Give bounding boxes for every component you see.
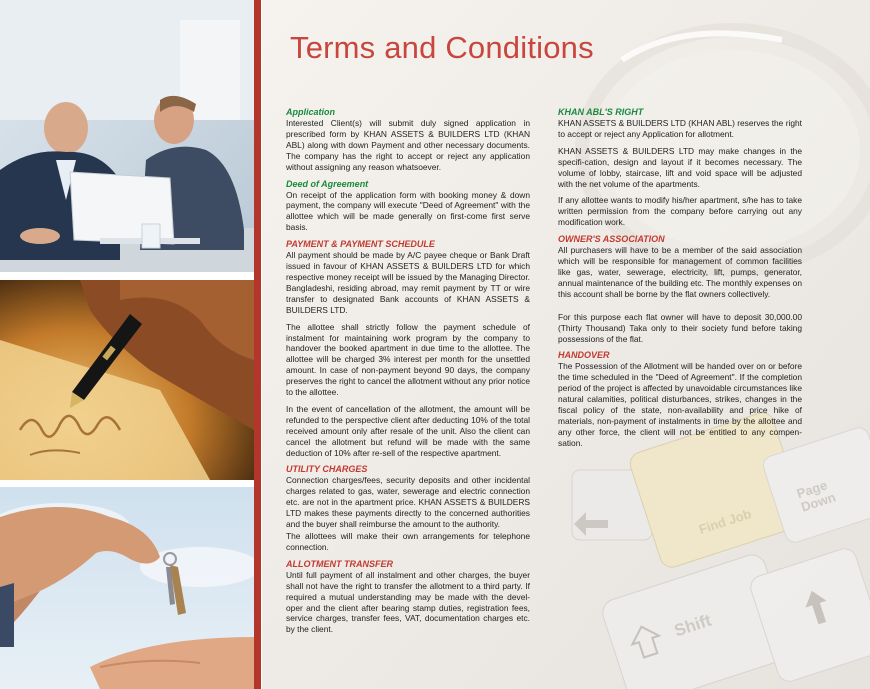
section-paragraph: Interested Client(s) will submit duly signed application in prescribed form by KHAN ASSETS & BUILDERS LTD (KHAN ABL) along with down Payment and other necessary documents. The company has the right to accept or reject any application without assigning any reason whatsoever.	[286, 118, 530, 172]
business-meeting-photo	[0, 0, 254, 272]
section-paragraph: For this purpose each flat owner will have to deposit 30,000.00 (Thirty Thousand) Taka only to their society fund before taking possessions of the flat.	[558, 311, 802, 344]
section-paragraph: The Possession of the Allotment will be handed over on or before the time scheduled in the "Deed of Agreement". If the completion period of the project is affected by unavoidable circumstances like natural calamities, political disturbances, strikes, changes in the fiscal policy of the state, non-availability and price hike of materials, non-payment of instalments in time by the allottee and any other force, the client will not be entitled to any compen-sation.	[558, 361, 802, 448]
left-text-column	[286, 106, 530, 641]
section-paragraph: All purchasers will have to be a member of the said association which will be responsible for management of common facilities like gas, water, sewerage, electricity, lift, pumps, generator, annual maintenance of the building etc. The monthly expenses on this account shall be borne by the flat owners collectively.	[558, 245, 802, 299]
section-handover	[558, 350, 802, 448]
section-utility-charges	[286, 464, 530, 552]
section-paragraph: On receipt of the application form with booking money & down payment, the company will execute "Deed of Agreement" with the allottee which will be made generally on first-come first serve basis.	[286, 189, 530, 233]
section-heading: Application	[286, 107, 335, 117]
section-heading: UTILITY CHARGES	[286, 464, 368, 475]
section-paragraph: Connection charges/fees, security deposits and other incidental charges related to gas, water, sewerage and electric connection etc. are not in the apartment price. KHAN ASSETS & BUILDERS LTD makes these payments directly to the concerned authorities and the buyer shall reimburse the amount to the authority.	[286, 475, 530, 530]
terms-content	[262, 0, 870, 689]
page-title: Terms and Conditions	[290, 30, 594, 65]
section-owners-association	[558, 234, 802, 344]
section-paragraph: In the event of cancellation of the allotment, the amount will be refunded to the perspective client after deducting 10% of the total received amount only after resale of the unit. Also the client can cancel the allotment but refund will be made with the same deduction of 10% after re-sell of the respective apartment.	[286, 403, 530, 458]
section-payment-schedule	[286, 239, 530, 458]
section-paragraph: The allottees will make their own arrangements for telephone connection.	[286, 531, 530, 552]
red-divider-bar	[254, 0, 261, 689]
key-label-shift: Shift	[671, 610, 714, 641]
section-heading: HANDOVER	[558, 350, 610, 361]
section-khan-abl-right	[558, 107, 802, 228]
section-heading: PAYMENT & PAYMENT SCHEDULE	[286, 239, 435, 250]
photo-column	[0, 0, 254, 689]
key-label-find-job: Find Job	[697, 505, 754, 538]
section-allotment-transfer	[286, 559, 530, 635]
section-paragraph: KHAN ASSETS & BUILDERS LTD may make changes in the specifi-cation, design and layout if it becomes necessary. The volume of lobby, staircase, lift and void space will be adjusted with the net volume of the apartments.	[558, 145, 802, 189]
section-heading: ALLOTMENT TRANSFER	[286, 558, 393, 569]
section-heading: Deed of Agreement	[286, 178, 369, 189]
section-paragraph: If any allottee wants to modify his/her apartment, s/he has to take written permission from the company before carrying out any modification work.	[558, 195, 802, 228]
section-deed-of-agreement	[286, 179, 530, 234]
pen-signing-photo	[0, 280, 254, 480]
section-paragraph: Until full payment of all instalment and other charges, the buyer shall not have the right to transfer the allotment to a third party. If required a mutual understanding may be made with the devel-oper and the client after bearing stamp duties, registration fees, service charges, transfer fees, VAT, documentation charges etc. by the client.	[286, 569, 530, 635]
section-paragraph: The allottee shall strictly follow the payment schedule of instalment for maintaining work program by the company to handover the booked apartment in due time to the allottee. The allottee will be charged 3% interest per month for the unsettled amount. In case of non-payment beyond 90 days, the company preserves the right to cancel the allotment without any prior notice to the allottee.	[286, 321, 530, 398]
section-application	[286, 107, 530, 173]
key-label-page-down: Page Down	[794, 477, 838, 515]
section-paragraph: KHAN ASSETS & BUILDERS LTD (KHAN ABL) reserves the right to accept or reject any Application for allotment.	[558, 118, 802, 139]
section-paragraph: All payment should be made by A/C payee cheque or Bank Draft issued in favour of KHAN ASSETS & BUILDERS LTD for which respective money receipt will be issued by the Managing Director. Bangladeshi, residing abroad, may remit payment by TT or wire transfer to designated Bank accounts of KHAN ASSETS & BUILDERS LTD.	[286, 250, 530, 315]
right-text-column	[558, 106, 802, 455]
section-heading: KHAN ABL'S RIGHT	[558, 107, 644, 117]
key-handover-photo	[0, 487, 254, 689]
section-heading: OWNER'S ASSOCIATION	[558, 234, 665, 245]
